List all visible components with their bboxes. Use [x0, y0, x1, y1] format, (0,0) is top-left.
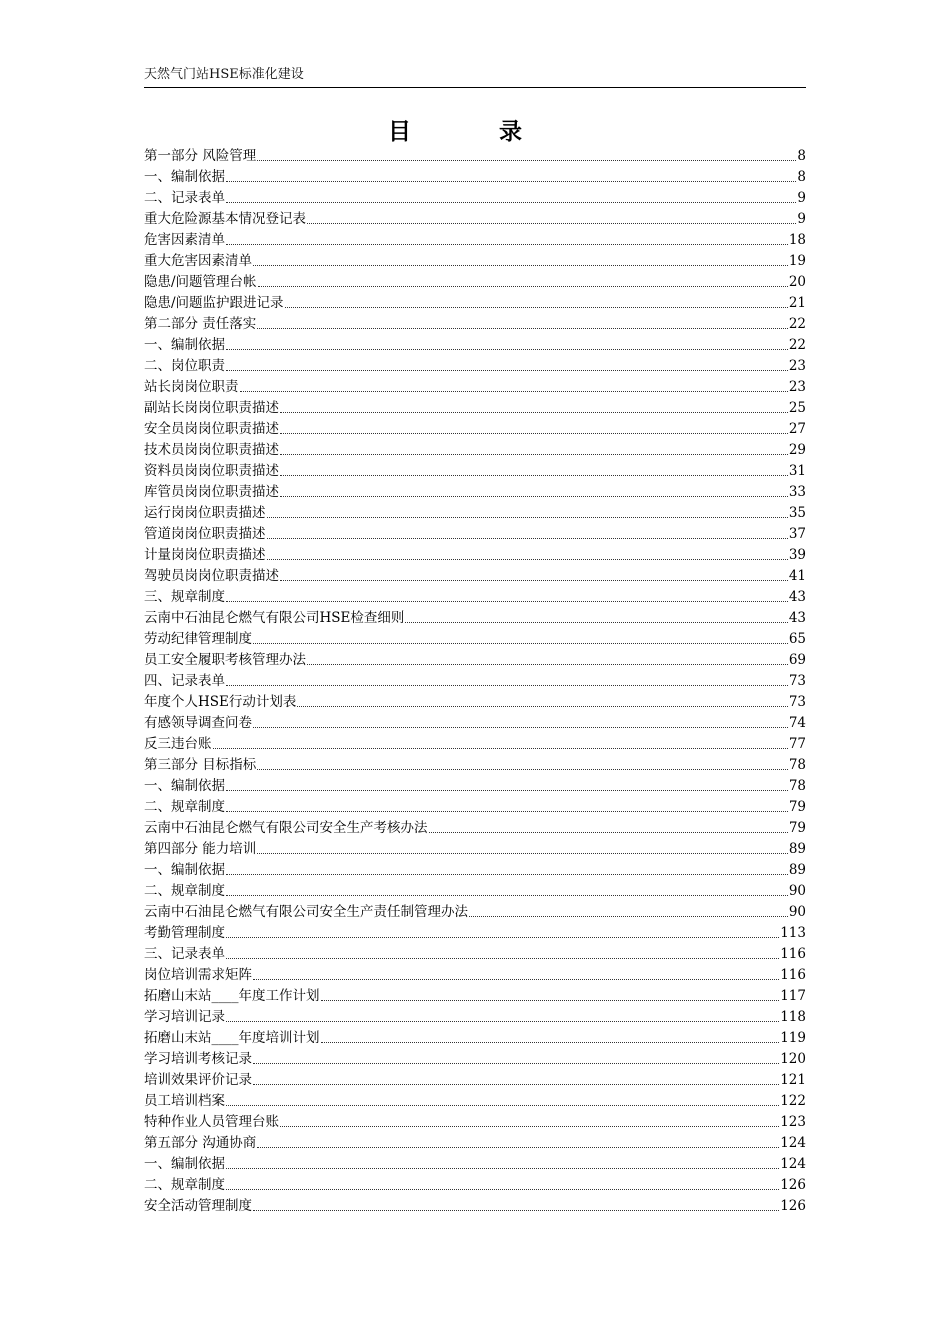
toc-dot-leader — [267, 537, 788, 539]
toc-entry-page-number: 113 — [780, 925, 806, 941]
toc-entry-page-number: 89 — [788, 841, 806, 857]
toc-entry-label: 云南中石油昆仑燃气有限公司HSE检查细则 — [144, 610, 405, 626]
toc-dot-leader — [429, 831, 788, 833]
toc-entry[interactable] — [144, 292, 806, 313]
toc-entry-page-number: 9 — [797, 190, 806, 206]
toc-entry[interactable] — [144, 1195, 806, 1216]
toc-entry[interactable] — [144, 691, 806, 712]
toc-entry-page-number: 77 — [788, 736, 806, 752]
toc-entry-page-number: 90 — [788, 883, 806, 899]
toc-entry-label: 劳动纪律管理制度 — [144, 631, 252, 647]
toc-entry[interactable] — [144, 544, 806, 565]
toc-dot-leader — [267, 558, 788, 560]
toc-entry-page-number: 41 — [788, 568, 806, 584]
toc-entry-label: 员工安全履职考核管理办法 — [144, 652, 306, 668]
toc-entry-page-number: 43 — [788, 589, 806, 605]
toc-entry[interactable] — [144, 145, 806, 166]
toc-entry[interactable] — [144, 628, 806, 649]
toc-entry-label: 一、编制依据 — [144, 1156, 225, 1172]
toc-entry-page-number: 118 — [780, 1009, 806, 1025]
toc-dot-leader — [226, 600, 788, 602]
toc-entry[interactable] — [144, 754, 806, 775]
toc-entry[interactable] — [144, 586, 806, 607]
toc-entry-label: 一、编制依据 — [144, 169, 225, 185]
toc-entry-page-number: 126 — [780, 1177, 806, 1193]
toc-dot-leader — [226, 873, 788, 875]
toc-entry-page-number: 22 — [788, 316, 806, 332]
toc-entry-page-number: 27 — [788, 421, 806, 437]
toc-entry[interactable] — [144, 670, 806, 691]
toc-entry-label: 拓磨山末站____年度培训计划 — [144, 1030, 320, 1046]
toc-entry-label: 安全活动管理制度 — [144, 1198, 252, 1214]
toc-dot-leader — [253, 264, 788, 266]
toc-entry[interactable] — [144, 712, 806, 733]
header-divider — [144, 87, 806, 88]
toc-entry[interactable] — [144, 187, 806, 208]
toc-entry-page-number: 117 — [780, 988, 806, 1004]
toc-entry-label: 岗位培训需求矩阵 — [144, 967, 252, 983]
toc-entry[interactable] — [144, 1132, 806, 1153]
toc-entry-label: 二、记录表单 — [144, 190, 225, 206]
toc-entry-page-number: 116 — [780, 946, 806, 962]
toc-entry[interactable] — [144, 985, 806, 1006]
toc-entry[interactable] — [144, 943, 806, 964]
toc-entry-page-number: 116 — [780, 967, 806, 983]
toc-entry[interactable] — [144, 1006, 806, 1027]
toc-entry-label: 副站长岗岗位职责描述 — [144, 400, 279, 416]
toc-dot-leader — [226, 894, 788, 896]
toc-dot-leader — [280, 474, 788, 476]
toc-entry-page-number: 29 — [788, 442, 806, 458]
toc-dot-leader — [226, 369, 788, 371]
toc-entry-label: 四、记录表单 — [144, 673, 225, 689]
toc-entry-page-number: 73 — [788, 673, 806, 689]
toc-dot-leader — [280, 579, 788, 581]
toc-entry[interactable] — [144, 733, 806, 754]
toc-entry[interactable] — [144, 271, 806, 292]
toc-entry-page-number: 37 — [788, 526, 806, 542]
toc-entry[interactable] — [144, 1153, 806, 1174]
toc-entry-label: 学习培训考核记录 — [144, 1051, 252, 1067]
toc-dot-leader — [285, 306, 788, 308]
toc-entry-page-number: 122 — [780, 1093, 806, 1109]
toc-entry-label: 第二部分 责任落实 — [144, 316, 257, 332]
toc-entry[interactable] — [144, 1111, 806, 1132]
toc-entry-label: 拓磨山末站____年度工作计划 — [144, 988, 320, 1004]
toc-dot-leader — [297, 705, 787, 707]
toc-entry-page-number: 79 — [788, 799, 806, 815]
toc-dot-leader — [226, 201, 796, 203]
toc-dot-leader — [253, 726, 788, 728]
toc-entry-label: 第四部分 能力培训 — [144, 841, 257, 857]
toc-entry-page-number: 89 — [788, 862, 806, 878]
toc-dot-leader — [280, 432, 788, 434]
toc-entry[interactable] — [144, 334, 806, 355]
toc-entry-page-number: 18 — [788, 232, 806, 248]
toc-entry-label: 年度个人HSE行动计划表 — [144, 694, 297, 710]
toc-dot-leader — [280, 411, 788, 413]
toc-entry-label: 危害因素清单 — [144, 232, 225, 248]
toc-dot-leader — [257, 159, 796, 161]
toc-entry[interactable] — [144, 313, 806, 334]
toc-entry[interactable] — [144, 481, 806, 502]
toc-dot-leader — [226, 243, 788, 245]
toc-entry-page-number: 126 — [780, 1198, 806, 1214]
toc-entry-page-number: 43 — [788, 610, 806, 626]
toc-entry[interactable] — [144, 376, 806, 397]
toc-entry[interactable] — [144, 859, 806, 880]
toc-dot-leader — [226, 1020, 779, 1022]
toc-entry-label: 隐患/问题管理台帐 — [144, 274, 257, 290]
toc-entry[interactable] — [144, 1090, 806, 1111]
toc-entry-label: 员工培训档案 — [144, 1093, 225, 1109]
toc-dot-leader — [226, 1104, 779, 1106]
toc-entry-page-number: 35 — [788, 505, 806, 521]
toc-entry-page-number: 124 — [780, 1135, 806, 1151]
toc-entry-page-number: 21 — [788, 295, 806, 311]
toc-entry-page-number: 22 — [788, 337, 806, 353]
toc-entry-label: 云南中石油昆仑燃气有限公司安全生产责任制管理办法 — [144, 904, 468, 920]
toc-entry-page-number: 31 — [788, 463, 806, 479]
toc-entry-page-number: 23 — [788, 358, 806, 374]
toc-dot-leader — [321, 999, 780, 1001]
toc-dot-leader — [213, 747, 788, 749]
toc-entry-label: 二、岗位职责 — [144, 358, 225, 374]
toc-entry[interactable] — [144, 418, 806, 439]
toc-entry-label: 第三部分 目标指标 — [144, 757, 257, 773]
toc-entry-page-number: 74 — [788, 715, 806, 731]
toc-entry-label: 一、编制依据 — [144, 862, 225, 878]
toc-dot-leader — [226, 936, 779, 938]
toc-entry-label: 二、规章制度 — [144, 883, 225, 899]
toc-entry-page-number: 79 — [788, 820, 806, 836]
toc-entry-label: 重大危险源基本情况登记表 — [144, 211, 306, 227]
toc-entry[interactable] — [144, 607, 806, 628]
toc-entry[interactable] — [144, 922, 806, 943]
toc-dot-leader — [253, 642, 788, 644]
toc-dot-leader — [257, 768, 788, 770]
toc-entry[interactable] — [144, 649, 806, 670]
page-header: 天然气门站HSE标准化建设 — [144, 67, 304, 82]
toc-entry-label: 驾驶员岗岗位职责描述 — [144, 568, 279, 584]
toc-entry[interactable] — [144, 229, 806, 250]
toc-entry[interactable] — [144, 565, 806, 586]
toc-entry[interactable] — [144, 355, 806, 376]
toc-entry-page-number: 65 — [788, 631, 806, 647]
toc-entry-page-number: 25 — [788, 400, 806, 416]
toc-entry-label: 一、编制依据 — [144, 337, 225, 353]
toc-dot-leader — [469, 915, 788, 917]
toc-dot-leader — [226, 1188, 779, 1190]
toc-dot-leader — [307, 663, 788, 665]
toc-entry-page-number: 123 — [780, 1114, 806, 1130]
toc-entry[interactable] — [144, 775, 806, 796]
toc-entry[interactable] — [144, 1048, 806, 1069]
toc-entry-label: 库管员岗岗位职责描述 — [144, 484, 279, 500]
toc-dot-leader — [257, 1146, 779, 1148]
toc-entry-label: 学习培训记录 — [144, 1009, 225, 1025]
toc-entry-label: 安全员岗岗位职责描述 — [144, 421, 279, 437]
toc-entry[interactable] — [144, 964, 806, 985]
toc-dot-leader — [253, 1083, 779, 1085]
toc-dot-leader — [253, 1062, 779, 1064]
toc-entry[interactable] — [144, 208, 806, 229]
toc-entry-page-number: 8 — [797, 148, 806, 164]
toc-entry-label: 三、规章制度 — [144, 589, 225, 605]
toc-dot-leader — [258, 285, 788, 287]
toc-entry[interactable] — [144, 838, 806, 859]
toc-entry-label: 二、规章制度 — [144, 799, 225, 815]
toc-entry[interactable] — [144, 901, 806, 922]
toc-dot-leader — [405, 621, 787, 623]
toc-dot-leader — [226, 810, 788, 812]
toc-entry-page-number: 19 — [788, 253, 806, 269]
toc-entry-page-number: 119 — [780, 1030, 806, 1046]
toc-entry-label: 二、规章制度 — [144, 1177, 225, 1193]
toc-entry[interactable] — [144, 397, 806, 418]
toc-dot-leader — [321, 1041, 780, 1043]
toc-entry-label: 运行岗岗位职责描述 — [144, 505, 266, 521]
toc-entry-label: 特种作业人员管理台账 — [144, 1114, 279, 1130]
toc-entry-page-number: 120 — [780, 1051, 806, 1067]
toc-dot-leader — [267, 516, 788, 518]
toc-dot-leader — [307, 222, 796, 224]
toc-entry-label: 反三违台账 — [144, 736, 212, 752]
toc-dot-leader — [280, 453, 788, 455]
toc-entry-label: 资料员岗岗位职责描述 — [144, 463, 279, 479]
toc-entry-label: 管道岗岗位职责描述 — [144, 526, 266, 542]
toc-entry[interactable] — [144, 166, 806, 187]
toc-entry-page-number: 124 — [780, 1156, 806, 1172]
toc-entry-label: 云南中石油昆仑燃气有限公司安全生产考核办法 — [144, 820, 428, 836]
toc-entry-page-number: 20 — [788, 274, 806, 290]
toc-entry-page-number: 78 — [788, 778, 806, 794]
toc-entry-page-number: 69 — [788, 652, 806, 668]
toc-entry-label: 隐患/问题监护跟进记录 — [144, 295, 284, 311]
toc-entry[interactable] — [144, 1027, 806, 1048]
toc-entry[interactable] — [144, 880, 806, 901]
toc-entry-label: 有感领导调查问卷 — [144, 715, 252, 731]
toc-dot-leader — [253, 978, 779, 980]
toc-entry[interactable] — [144, 250, 806, 271]
toc-entry[interactable] — [144, 439, 806, 460]
toc-dot-leader — [257, 327, 788, 329]
toc-entry-label: 三、记录表单 — [144, 946, 225, 962]
toc-entry-label: 第一部分 风险管理 — [144, 148, 257, 164]
toc-entry-page-number: 73 — [788, 694, 806, 710]
toc-dot-leader — [280, 1125, 779, 1127]
toc-entry[interactable] — [144, 502, 806, 523]
toc-entry[interactable] — [144, 1069, 806, 1090]
toc-entry-label: 一、编制依据 — [144, 778, 225, 794]
toc-entry-page-number: 39 — [788, 547, 806, 563]
toc-dot-leader — [226, 789, 788, 791]
toc-dot-leader — [226, 180, 796, 182]
toc-entry-label: 计量岗岗位职责描述 — [144, 547, 266, 563]
toc-dot-leader — [240, 390, 788, 392]
toc-dot-leader — [226, 348, 788, 350]
toc-entry-label: 重大危害因素清单 — [144, 253, 252, 269]
toc-entry-label: 第五部分 沟通协商 — [144, 1135, 257, 1151]
toc-entry-page-number: 33 — [788, 484, 806, 500]
toc-entry-page-number: 121 — [780, 1072, 806, 1088]
toc-entry[interactable] — [144, 796, 806, 817]
toc-entry-page-number: 78 — [788, 757, 806, 773]
toc-entry[interactable] — [144, 460, 806, 481]
toc-dot-leader — [280, 495, 788, 497]
toc-dot-leader — [226, 957, 779, 959]
toc-entry-page-number: 23 — [788, 379, 806, 395]
toc-entry-label: 考勤管理制度 — [144, 925, 225, 941]
toc-entry-label: 培训效果评价记录 — [144, 1072, 252, 1088]
toc-dot-leader — [257, 852, 788, 854]
toc-entry-label: 技术员岗岗位职责描述 — [144, 442, 279, 458]
toc-entry[interactable] — [144, 817, 806, 838]
page-title: 目 录 — [387, 119, 562, 145]
toc-entry-page-number: 9 — [797, 211, 806, 227]
toc-dot-leader — [226, 1167, 779, 1169]
toc-entry[interactable] — [144, 523, 806, 544]
toc-entry-page-number: 90 — [788, 904, 806, 920]
toc-entry-page-number: 8 — [797, 169, 806, 185]
toc-dot-leader — [253, 1209, 779, 1211]
toc-entry-label: 站长岗岗位职责 — [144, 379, 239, 395]
table-of-contents — [144, 145, 806, 1216]
toc-entry[interactable] — [144, 1174, 806, 1195]
toc-dot-leader — [226, 684, 788, 686]
